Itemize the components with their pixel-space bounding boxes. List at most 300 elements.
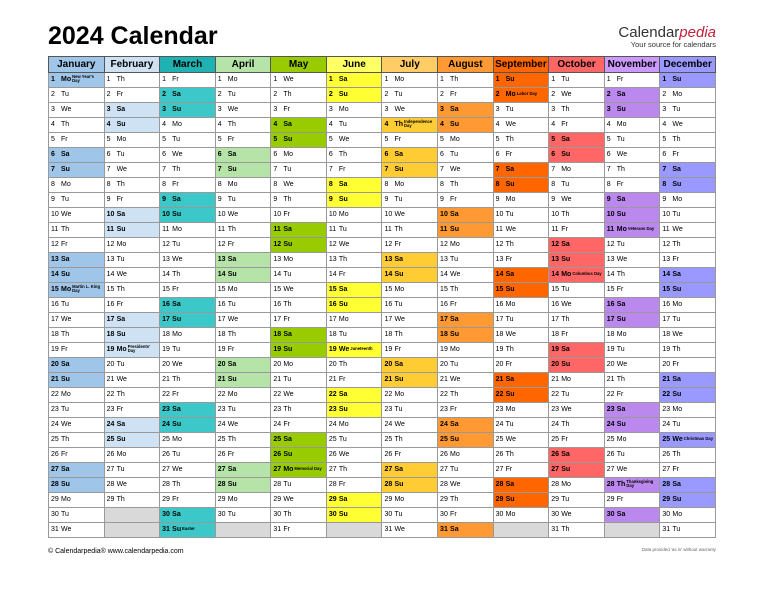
weekday-abbr: Th	[116, 496, 125, 503]
day-number: 22	[162, 391, 170, 398]
weekday-abbr: Th	[616, 376, 625, 383]
weekday-abbr: Mo	[61, 391, 71, 398]
day-number: 15	[328, 286, 337, 293]
day-number: 6	[273, 151, 278, 158]
weekday-abbr: Tu	[450, 361, 458, 368]
day-number: 19	[106, 346, 115, 353]
weekday-abbr: Su	[116, 121, 126, 128]
weekday-abbr: Su	[338, 301, 348, 308]
day-number: 13	[328, 256, 337, 263]
day-number: 24	[662, 421, 671, 428]
weekday-abbr: We	[116, 166, 127, 173]
weekday-abbr: Su	[561, 256, 571, 263]
weekday-abbr: Th	[450, 181, 459, 188]
day-cell	[160, 463, 216, 478]
day-number: 30	[606, 511, 615, 518]
day-cell	[49, 463, 105, 478]
day-number: 5	[662, 136, 667, 143]
weekday-abbr: Th	[61, 331, 70, 338]
day-cell	[382, 463, 438, 478]
day-cell	[215, 343, 271, 358]
weekday-abbr: Fr	[505, 256, 513, 263]
weekday-abbr: Mo	[61, 181, 71, 188]
day-cell	[493, 163, 549, 178]
day-number: 30	[384, 511, 393, 518]
day-cell	[549, 133, 605, 148]
weekday-abbr: Sa	[172, 511, 181, 518]
day-number: 12	[162, 241, 170, 248]
day-cell	[326, 73, 382, 88]
day-cell	[549, 178, 605, 193]
weekday-abbr: Tu	[616, 451, 625, 458]
day-number: 12	[51, 241, 59, 248]
day-cell	[215, 508, 271, 523]
day-cell	[160, 283, 216, 298]
day-number: 16	[440, 301, 448, 308]
day-number: 17	[606, 316, 615, 323]
day-cell	[438, 358, 494, 373]
weekday-abbr: Th	[672, 136, 681, 143]
day-cell	[660, 343, 716, 358]
day-number: 20	[51, 361, 59, 368]
logo-tagline: Your source for calendars	[630, 40, 716, 49]
weekday-abbr: Mo	[394, 181, 405, 188]
weekday-abbr: Th	[561, 211, 570, 218]
day-number: 24	[51, 421, 59, 428]
weekday-abbr: We	[505, 226, 516, 233]
weekday-abbr: We	[61, 211, 72, 218]
day-number: 14	[662, 271, 671, 278]
day-number: 3	[328, 106, 333, 113]
day-number: 30	[51, 511, 59, 518]
weekday-abbr: Tu	[338, 121, 347, 128]
weekday-abbr: We	[505, 121, 516, 128]
weekday-abbr: Fr	[227, 136, 235, 143]
weekday-abbr: Su	[505, 496, 515, 503]
day-cell	[660, 373, 716, 388]
weekday-abbr: Mo	[227, 391, 238, 398]
day-number: 12	[440, 241, 448, 248]
day-cell	[326, 448, 382, 463]
day-number: 27	[51, 466, 59, 473]
weekday-abbr: Fr	[172, 76, 179, 83]
day-number: 5	[51, 136, 55, 143]
day-cell	[493, 373, 549, 388]
weekday-abbr: Th	[338, 361, 348, 368]
day-cell	[271, 313, 327, 328]
day-cell	[438, 403, 494, 418]
weekday-abbr: Fr	[561, 436, 568, 443]
day-cell	[660, 178, 716, 193]
weekday-abbr: Th	[672, 241, 681, 248]
weekday-abbr: Su	[394, 376, 404, 383]
weekday-abbr: Th	[672, 346, 681, 353]
day-cell	[49, 223, 105, 238]
day-number: 23	[162, 406, 170, 413]
weekday-abbr: Tu	[616, 346, 625, 353]
day-number: 29	[162, 496, 170, 503]
day-number: 15	[384, 286, 393, 293]
weekday-abbr: Fr	[61, 136, 68, 143]
weekday-abbr: Th	[505, 451, 514, 458]
day-number: 27	[606, 466, 615, 473]
month-header-october: October	[549, 57, 605, 73]
day-cell	[660, 478, 716, 493]
day-number: 13	[606, 256, 615, 263]
weekday-abbr: Su	[505, 391, 515, 398]
day-cell	[382, 253, 438, 268]
day-number: 31	[551, 526, 559, 533]
day-cell	[493, 253, 549, 268]
day-cell	[326, 508, 382, 523]
calendarpedia-logo[interactable]	[618, 24, 716, 49]
month-header-february: February	[104, 57, 160, 73]
weekday-abbr: Sa	[338, 391, 348, 398]
weekday-abbr: Mo	[227, 496, 238, 503]
day-number: 3	[273, 106, 278, 113]
day-number: 8	[606, 181, 611, 188]
day-number: 21	[162, 376, 170, 383]
day-cell	[160, 343, 216, 358]
day-number: 19	[606, 346, 615, 353]
day-number: 31	[384, 526, 393, 533]
weekday-abbr: Tu	[172, 451, 181, 458]
day-number: 3	[162, 106, 167, 113]
weekday-abbr: Fr	[394, 346, 402, 353]
weekday-abbr: Su	[227, 481, 237, 488]
day-number: 27	[273, 466, 282, 473]
day-cell	[660, 193, 716, 208]
day-cell	[49, 523, 105, 538]
day-cell	[49, 73, 105, 88]
weekday-abbr: Mo	[283, 361, 294, 368]
day-number: 20	[551, 361, 559, 368]
day-row	[49, 118, 716, 133]
weekday-abbr: Tu	[172, 346, 181, 353]
day-number: 20	[328, 361, 337, 368]
day-number: 22	[273, 391, 282, 398]
weekday-abbr: Sa	[561, 451, 570, 458]
day-number: 9	[106, 196, 111, 203]
day-cell	[660, 523, 716, 538]
day-number: 15	[217, 286, 226, 293]
weekday-abbr: Fr	[338, 481, 346, 488]
day-cell	[604, 223, 660, 238]
day-number: 19	[495, 346, 504, 353]
day-number: 1	[662, 76, 667, 83]
day-cell	[660, 418, 716, 433]
weekday-abbr: Tu	[338, 331, 347, 338]
weekday-abbr: Su	[283, 451, 293, 458]
weekday-abbr: We	[283, 76, 294, 83]
footer-copyright: © Calendarpedia® www.calendarpedia.com	[48, 548, 184, 555]
day-number: 23	[51, 406, 59, 413]
day-number: 10	[106, 211, 115, 218]
day-number: 19	[551, 346, 559, 353]
weekday-abbr: Sa	[283, 331, 292, 338]
day-cell	[382, 448, 438, 463]
weekday-abbr: Tu	[283, 271, 292, 278]
day-number: 15	[51, 286, 59, 293]
day-number: 29	[217, 496, 226, 503]
day-number: 12	[273, 241, 282, 248]
day-cell	[326, 88, 382, 103]
weekday-abbr: Su	[616, 316, 626, 323]
weekday-abbr: Fr	[172, 391, 179, 398]
weekday-abbr: Su	[61, 376, 70, 383]
weekday-abbr: Su	[116, 436, 126, 443]
day-row	[49, 388, 716, 403]
day-cell	[549, 403, 605, 418]
day-cell	[160, 433, 216, 448]
weekday-abbr: Tu	[227, 91, 236, 98]
day-cell	[438, 313, 494, 328]
day-row	[49, 373, 716, 388]
day-cell	[160, 373, 216, 388]
month-header-may: May	[271, 57, 327, 73]
day-row	[49, 523, 716, 538]
day-cell	[438, 118, 494, 133]
weekday-abbr: Su	[616, 421, 626, 428]
month-header-june: June	[326, 57, 382, 73]
holiday-label: Columbus Day	[572, 270, 602, 276]
day-cell	[549, 193, 605, 208]
day-cell	[604, 73, 660, 88]
weekday-abbr: Su	[283, 241, 293, 248]
weekday-abbr: Tu	[338, 226, 347, 233]
day-number: 23	[606, 406, 615, 413]
weekday-abbr: Su	[338, 196, 348, 203]
weekday-abbr: Th	[505, 241, 514, 248]
day-cell	[493, 418, 549, 433]
day-number: 10	[440, 211, 448, 218]
day-cell	[549, 463, 605, 478]
day-number: 26	[662, 451, 671, 458]
weekday-abbr: Mo	[672, 196, 683, 203]
day-number: 28	[106, 481, 115, 488]
weekday-abbr: Fr	[450, 511, 457, 518]
month-header-january: January	[49, 57, 105, 73]
day-row	[49, 193, 716, 208]
day-cell	[49, 178, 105, 193]
day-number: 4	[162, 121, 167, 128]
weekday-abbr: Sa	[672, 481, 681, 488]
day-cell	[549, 208, 605, 223]
day-cell	[104, 193, 160, 208]
weekday-abbr: Fr	[116, 91, 124, 98]
footer-disclaimer: Data provided 'as is' without warranty	[641, 547, 716, 552]
day-row	[49, 313, 716, 328]
day-cell	[604, 313, 660, 328]
weekday-abbr: Su	[172, 421, 182, 428]
weekday-abbr: Su	[450, 436, 459, 443]
day-number: 5	[440, 136, 444, 143]
weekday-abbr: Th	[450, 286, 459, 293]
day-number: 22	[495, 391, 504, 398]
holiday-label: New Year's Day	[72, 73, 94, 84]
day-number: 30	[162, 511, 170, 518]
day-number: 9	[606, 196, 611, 203]
day-number: 12	[328, 241, 337, 248]
day-cell	[549, 388, 605, 403]
weekday-abbr: Tu	[116, 361, 125, 368]
weekday-abbr: Mo	[450, 451, 460, 458]
weekday-abbr: We	[616, 256, 628, 263]
day-number: 6	[662, 151, 667, 158]
day-number: 26	[106, 451, 115, 458]
day-number: 12	[217, 241, 226, 248]
day-cell	[604, 178, 660, 193]
empty-cell	[104, 508, 160, 523]
weekday-abbr: Sa	[672, 166, 681, 173]
day-cell	[549, 313, 605, 328]
weekday-abbr: Th	[616, 166, 625, 173]
weekday-abbr: Mo	[338, 106, 349, 113]
weekday-abbr: Su	[61, 271, 70, 278]
weekday-abbr: Fr	[561, 121, 568, 128]
day-row	[49, 73, 716, 88]
weekday-abbr: Sa	[227, 256, 237, 263]
day-cell	[271, 238, 327, 253]
day-cell	[215, 403, 271, 418]
weekday-abbr: Fr	[338, 166, 346, 173]
day-number: 13	[440, 256, 448, 263]
day-cell	[438, 73, 494, 88]
day-cell	[271, 388, 327, 403]
day-number: 14	[551, 271, 559, 278]
day-number: 30	[273, 511, 282, 518]
day-number: 1	[440, 76, 444, 83]
day-number: 19	[440, 346, 448, 353]
day-cell	[604, 448, 660, 463]
day-number: 21	[606, 376, 615, 383]
day-cell	[160, 478, 216, 493]
month-header-row	[49, 57, 716, 73]
day-cell	[549, 433, 605, 448]
weekday-abbr: Tu	[116, 466, 125, 473]
day-cell	[160, 118, 216, 133]
weekday-abbr: We	[394, 316, 405, 323]
weekday-abbr: Sa	[338, 286, 348, 293]
day-number: 2	[51, 91, 55, 98]
weekday-abbr: Th	[283, 196, 292, 203]
day-cell	[549, 448, 605, 463]
day-number: 4	[106, 121, 111, 128]
day-cell	[49, 208, 105, 223]
day-number: 5	[384, 136, 389, 143]
day-cell	[660, 88, 716, 103]
weekday-abbr: Mo	[227, 286, 238, 293]
weekday-abbr: Mo	[172, 121, 182, 128]
day-number: 25	[551, 436, 559, 443]
day-number: 11	[495, 226, 503, 233]
day-number: 24	[495, 421, 504, 428]
day-number: 7	[440, 166, 444, 173]
weekday-abbr: Tu	[672, 211, 681, 218]
weekday-abbr: We	[561, 196, 572, 203]
weekday-abbr: We	[172, 361, 183, 368]
day-number: 18	[217, 331, 226, 338]
day-cell	[549, 118, 605, 133]
day-cell	[660, 148, 716, 163]
day-number: 14	[162, 271, 170, 278]
day-number: 14	[217, 271, 226, 278]
weekday-abbr: Su	[394, 481, 404, 488]
weekday-abbr: Sa	[394, 361, 404, 368]
day-cell	[104, 73, 160, 88]
weekday-abbr: Su	[227, 376, 237, 383]
day-cell	[493, 478, 549, 493]
day-cell	[604, 118, 660, 133]
weekday-abbr: Tu	[561, 496, 570, 503]
day-cell	[493, 88, 549, 103]
day-cell	[549, 343, 605, 358]
weekday-abbr: Su	[672, 391, 682, 398]
day-cell	[326, 328, 382, 343]
day-number: 18	[162, 331, 170, 338]
day-cell	[49, 238, 105, 253]
weekday-abbr: Sa	[450, 106, 459, 113]
day-cell	[438, 298, 494, 313]
weekday-abbr: Mo	[616, 226, 627, 233]
day-cell	[326, 253, 382, 268]
weekday-abbr: Mo	[394, 391, 405, 398]
day-cell	[215, 433, 271, 448]
weekday-abbr: Su	[61, 481, 70, 488]
day-cell	[326, 418, 382, 433]
day-cell	[49, 88, 105, 103]
day-cell	[660, 448, 716, 463]
day-cell	[49, 298, 105, 313]
day-number: 29	[384, 496, 393, 503]
day-number: 17	[328, 316, 337, 323]
day-number: 1	[384, 76, 389, 83]
day-cell	[49, 253, 105, 268]
day-cell	[660, 283, 716, 298]
day-cell	[271, 253, 327, 268]
weekday-abbr: We	[394, 211, 405, 218]
day-number: 7	[662, 166, 667, 173]
weekday-abbr: Th	[338, 256, 348, 263]
day-number: 7	[495, 166, 500, 173]
day-number: 21	[495, 376, 504, 383]
weekday-abbr: Sa	[505, 271, 515, 278]
day-cell	[104, 208, 160, 223]
day-cell	[326, 388, 382, 403]
day-number: 20	[273, 361, 282, 368]
weekday-abbr: Mo	[672, 511, 683, 518]
day-number: 26	[606, 451, 615, 458]
day-cell	[438, 343, 494, 358]
day-number: 7	[162, 166, 167, 173]
day-cell	[49, 148, 105, 163]
day-cell	[382, 193, 438, 208]
day-cell	[382, 313, 438, 328]
day-cell	[493, 283, 549, 298]
day-number: 22	[217, 391, 226, 398]
day-row	[49, 178, 716, 193]
weekday-abbr: Tu	[283, 376, 292, 383]
holiday-label: Easter	[182, 525, 195, 531]
day-cell	[49, 328, 105, 343]
day-number: 21	[440, 376, 448, 383]
weekday-abbr: Sa	[116, 421, 126, 428]
day-cell	[382, 418, 438, 433]
day-cell	[604, 343, 660, 358]
weekday-abbr: Tu	[561, 181, 570, 188]
day-cell	[382, 208, 438, 223]
day-cell	[160, 253, 216, 268]
